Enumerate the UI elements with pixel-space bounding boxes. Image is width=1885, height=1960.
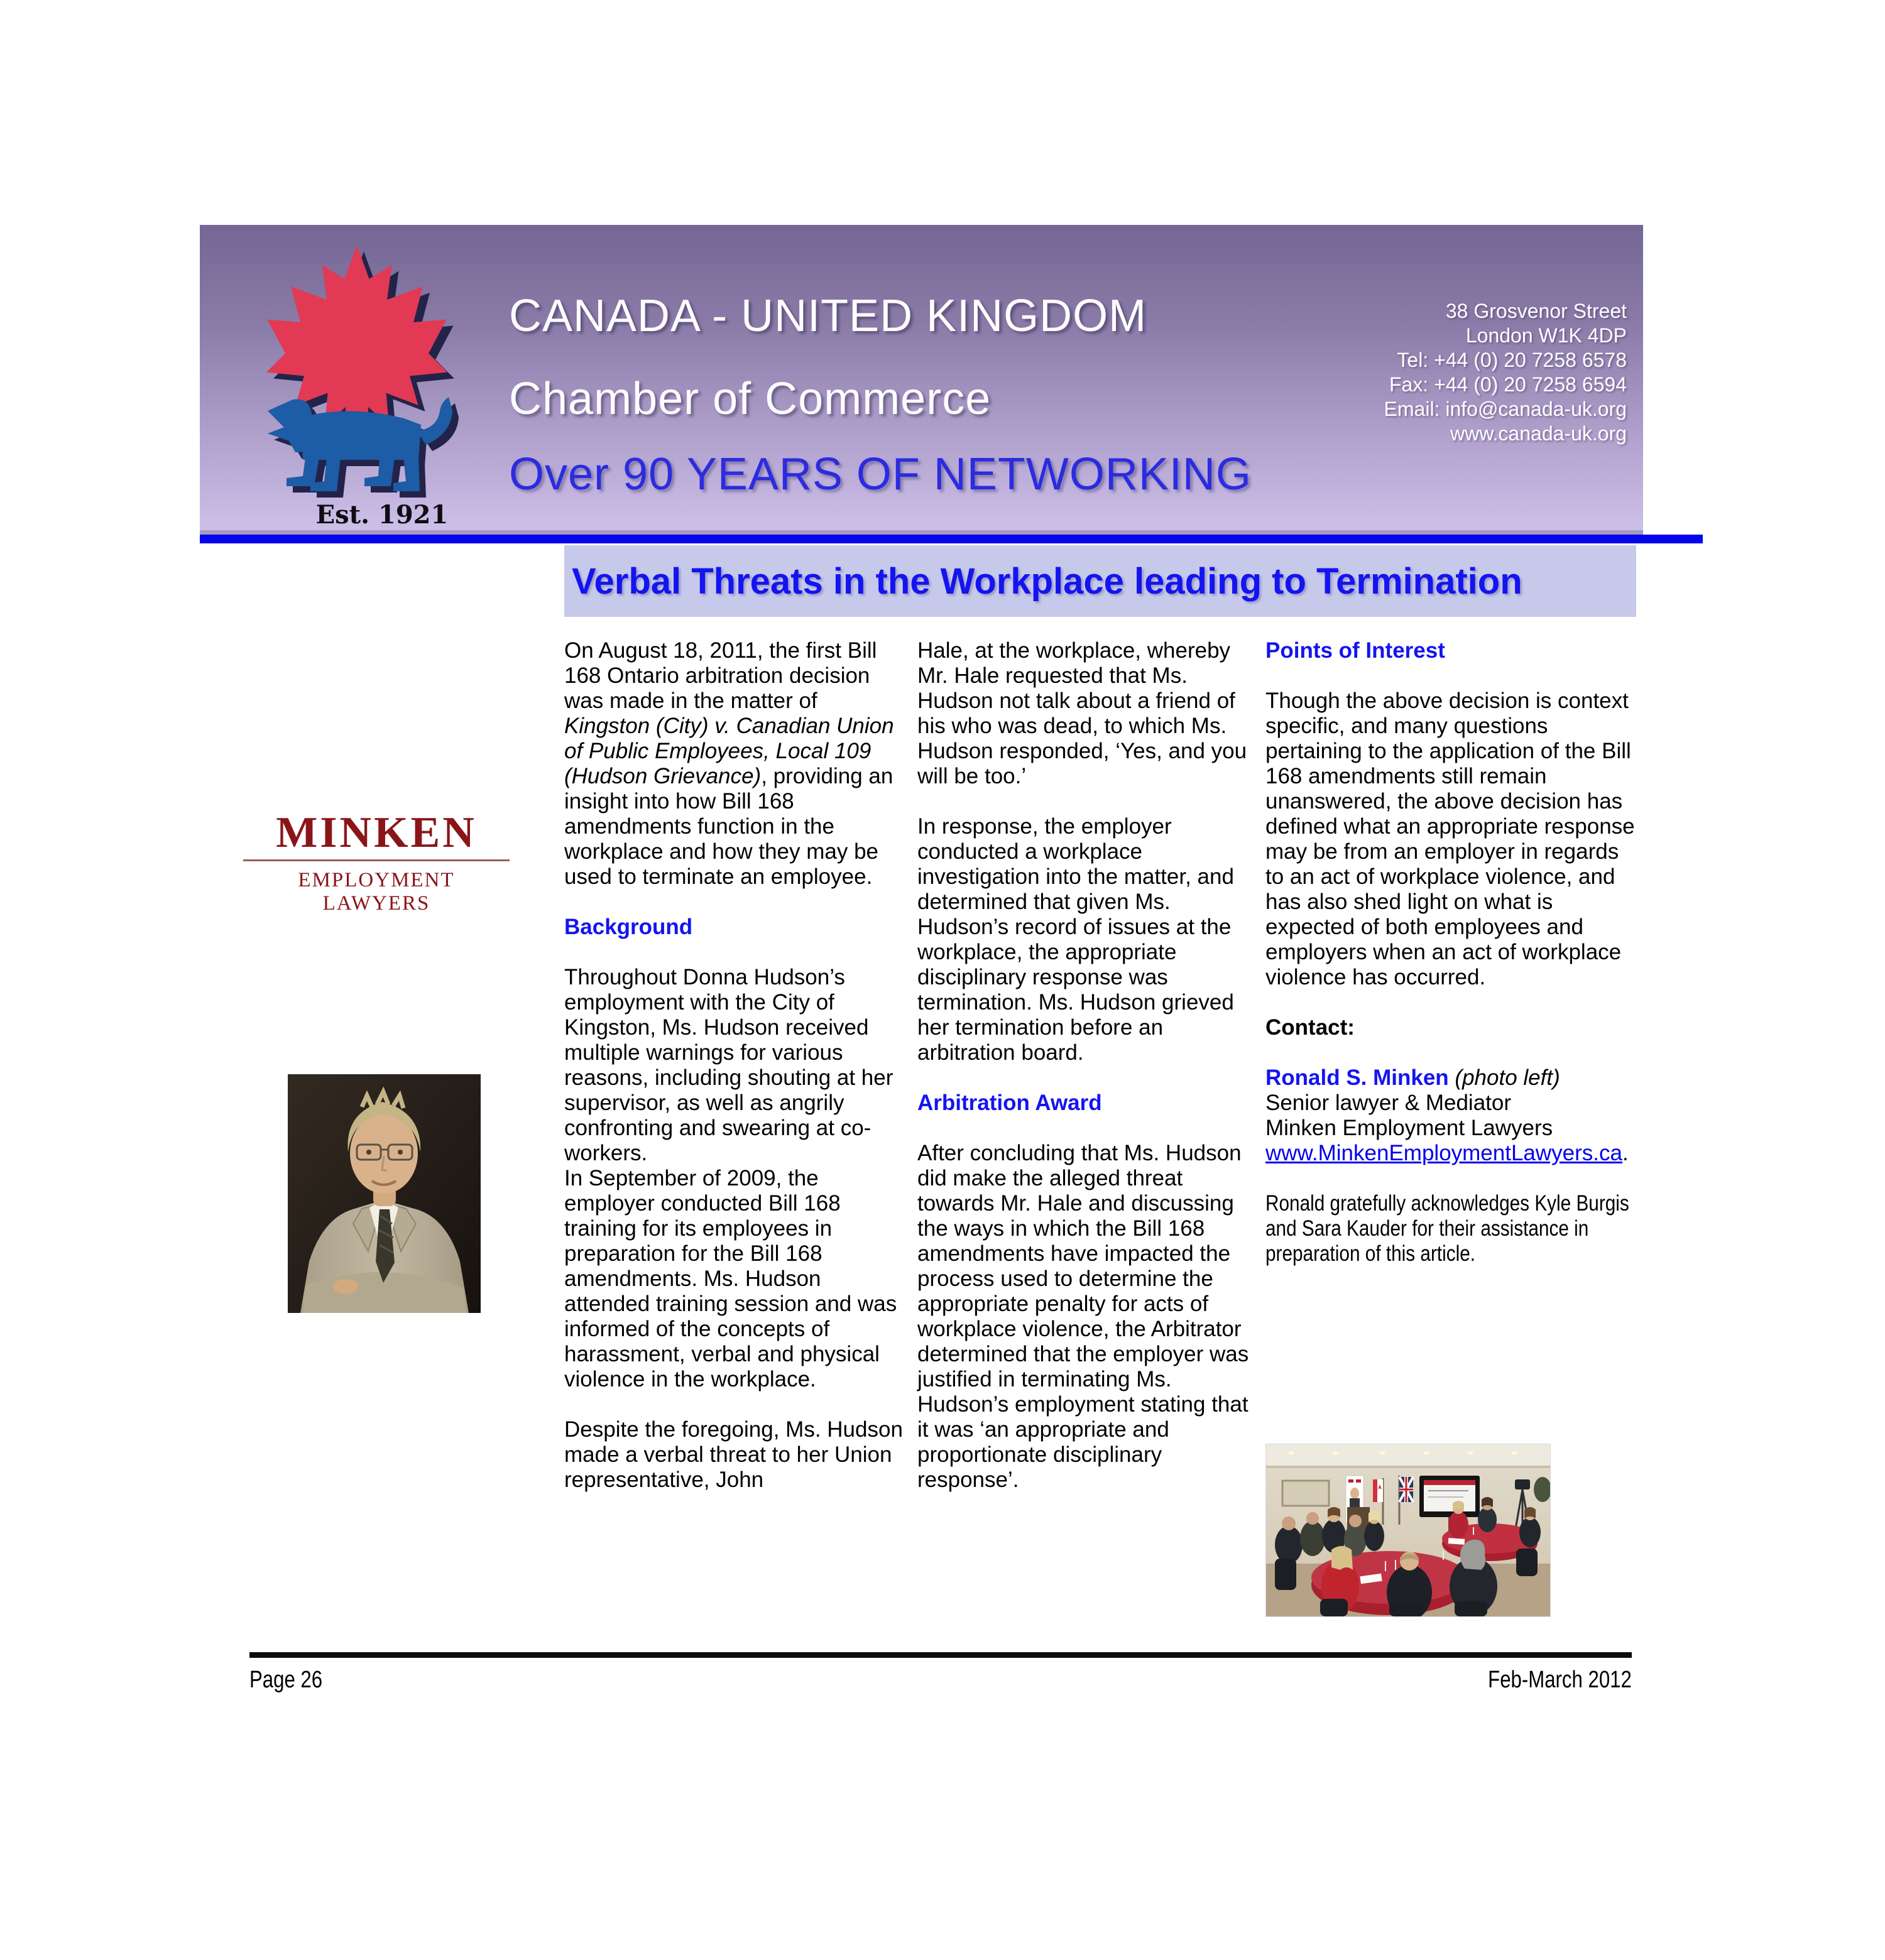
paragraph-investigation: In response, the employer conducted a workplace investigation into the matter, and determined that given Ms. Hudson’s record of issues at the workplace, the appropriate disciplinary response was termination. Ms. Hudson grieved her termination before an arbitration board.	[917, 814, 1234, 1065]
org-name-line2: Chamber of Commerce	[509, 374, 992, 424]
footer	[249, 1667, 1632, 1694]
networking-event-photo	[1265, 1444, 1551, 1617]
address-street: 38 Grosvenor Street	[1445, 300, 1627, 322]
paragraph-background-3: Despite the foregoing, Ms. Hudson made a verbal threat to her Union representative, John	[564, 1417, 903, 1492]
paragraph-points: Though the above decision is context specific, and many questions pertaining to the application of the Bill 168 amendments still remain unanswered, the above decision has defined what an appropriate response may be from an employer in regards to an act of workplace violence, and has also shed light on what is expected of both employees and employers when an act of workplace violence has occurred.	[1265, 689, 1635, 989]
lion-icon	[268, 397, 459, 498]
article-column-3	[1265, 638, 1635, 1266]
minken-logo-tagline: EMPLOYMENT LAWYERS	[298, 869, 455, 915]
article-title-bar	[564, 545, 1636, 617]
paragraph-award: After concluding that Ms. Hudson did make the alleged threat towards Mr. Hale and discussing the ways in which the Bill 168 amendments have impacted the process used to determine the appropriate penalty for acts of workplace violence, the Arbitrator determined that the employer was justified in terminating Ms. Hudson’s employment stating that it was ‘an appropriate and proportionate disciplinary response’.	[917, 1141, 1249, 1492]
link-suffix: .	[1622, 1141, 1629, 1165]
header-divider-rule	[200, 535, 1703, 543]
article-title: Verbal Threats in the Workplace leading to Termination	[572, 560, 1522, 602]
minken-logo	[243, 808, 510, 915]
newsletter-header-banner	[200, 225, 1643, 535]
org-name-line1: CANADA - UNITED KINGDOM	[509, 291, 1147, 341]
acknowledgement-text: Ronald gratefully acknowledges Kyle Burgis and Sara Kauder for their assistance in preparation of this article.	[1265, 1191, 1629, 1266]
org-tagline-networking: Over 90 YEARS OF NETWORKING	[509, 449, 1252, 499]
section-heading-contact: Contact:	[1265, 1015, 1355, 1040]
paragraph-threat: Hale, at the workplace, whereby Mr. Hale requested that Ms. Hudson not talk about a friend of his who was dead, to which Ms. Hudson responded, ‘Yes, and you will be too.’	[917, 638, 1247, 788]
section-heading-points-of-interest: Points of Interest	[1265, 638, 1445, 663]
minken-logo-divider	[243, 859, 510, 861]
contact-photo-note: (photo left)	[1448, 1065, 1560, 1090]
address-fax: Fax: +44 (0) 20 7258 6594	[1389, 373, 1627, 396]
acknowledgement-wrap	[1265, 1191, 1635, 1266]
address-email: Email: info@canada-uk.org	[1384, 398, 1627, 420]
logo-established-year: Est. 1921	[315, 500, 449, 530]
org-address-block	[1384, 299, 1627, 446]
article-column-2	[917, 638, 1257, 1493]
contact-link-line	[1265, 1141, 1635, 1166]
contact-block	[1265, 1065, 1635, 1166]
paragraph-background-2: In September of 2009, the employer conducted Bill 168 training for its employees in preparation for the Bill 168 amendments. Ms. Hudson attended training session and was informed of the concepts of harassment, verbal and physical violence in the workplace.	[564, 1166, 897, 1391]
article-column-1	[564, 638, 909, 1493]
contact-role: Senior lawyer & Mediator	[1265, 1091, 1511, 1115]
intro-text: On August 18, 2011, the first Bill 168 Ontario arbitration decision was made in the matter of	[564, 638, 877, 713]
footer-page-number: Page 26	[249, 1667, 323, 1693]
contact-name-line	[1265, 1065, 1635, 1091]
minken-website-link[interactable]: www.MinkenEmploymentLawyers.ca	[1265, 1141, 1622, 1165]
section-heading-background: Background	[564, 915, 693, 939]
section-heading-arbitration-award: Arbitration Award	[917, 1091, 1102, 1115]
minken-logo-name: MINKEN	[276, 808, 477, 857]
canada-uk-chamber-logo	[253, 241, 461, 500]
address-city: London W1K 4DP	[1465, 324, 1627, 347]
address-tel: Tel: +44 (0) 20 7258 6578	[1397, 349, 1627, 371]
ronald-minken-portrait-photo	[288, 1074, 481, 1313]
paragraph-intro	[564, 638, 909, 890]
footer-issue-date: Feb-March 2012	[1488, 1667, 1632, 1693]
paragraph-background-1: Throughout Donna Hudson’s employment with the City of Kingston, Ms. Hudson received multiple warnings for various reasons, including shouting at her supervisor, as well as angrily confronting and swearing at co-workers.	[564, 965, 893, 1165]
contact-name: Ronald S. Minken	[1265, 1065, 1449, 1090]
intro-text-cont: , providing an insight into how Bill 168 amendments function in the workplace and how they may be used to terminate an employee.	[564, 764, 893, 889]
case-citation: Kingston (City) v. Canadian Union of Public Employees, Local 109 (Hudson Grievance)	[564, 714, 894, 788]
contact-firm: Minken Employment Lawyers	[1265, 1116, 1553, 1140]
footer-divider-rule	[249, 1652, 1632, 1658]
address-website: www.canada-uk.org	[1450, 422, 1627, 445]
